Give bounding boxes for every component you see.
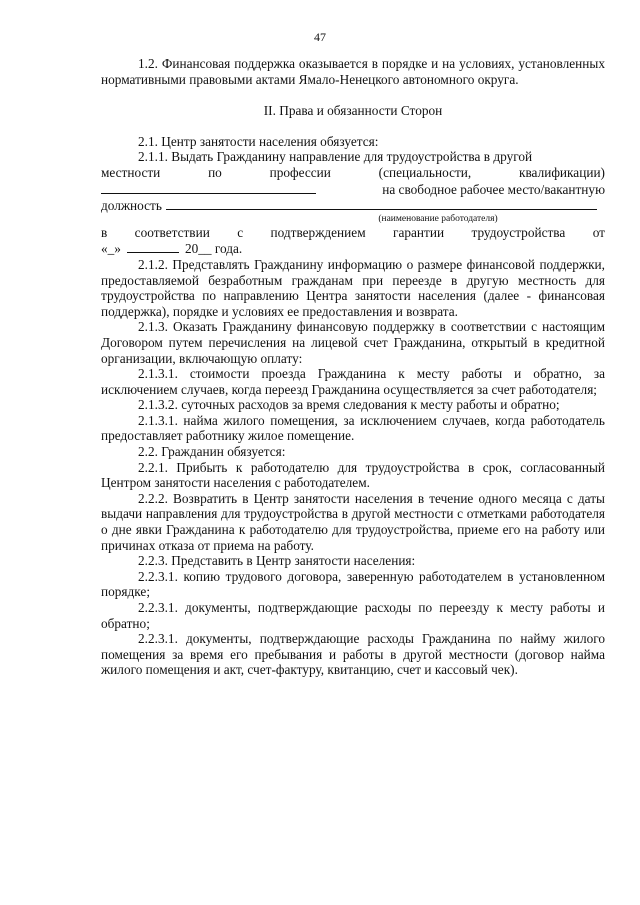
paragraph-2-1-1-line1: 2.1.1. Выдать Гражданину направление для трудоустройства в другой — [138, 149, 533, 165]
paragraph-2-1-1-line3 — [101, 181, 605, 198]
paragraph-2-1-1-line4 — [101, 197, 605, 214]
paragraph-2-1-3-1b: 2.1.3.1. найма жилого помещения, за исключением случаев, когда работодатель предоставляет работнику жилое помещение. — [101, 412, 605, 444]
word: (специальности, — [378, 164, 472, 180]
paragraph-2-1-3: 2.1.3. Оказать Гражданину финансовую поддержку в соответствии с настоящим Договором путем перечисления на лицевой счет Гражданина, открытый в кредитной организации, включающую оплату: — [101, 319, 605, 366]
word: подтверждением — [270, 224, 366, 240]
paragraph-2-2-3-1a: 2.2.3.1. копию трудового договора, заверенную работодателем в установленном порядке; — [101, 568, 605, 600]
word: соответствии — [134, 224, 210, 240]
section-heading: II. Права и обязанности Сторон — [263, 103, 443, 119]
word: трудоустройства — [471, 224, 566, 240]
employer-caption: (наименование работодателя) — [378, 213, 498, 224]
word: квалификации) — [518, 164, 605, 180]
paragraph-2-2-3-1b: 2.2.3.1. документы, подтверждающие расходы по переезду к месту работы и обратно; — [101, 600, 605, 631]
paragraph-2-1-3-1: 2.1.3.1. стоимости проезда Гражданина к месту работы и обратно, за исключением случаев, когда переезд Гражданина осуществляется за счет работодателя; — [101, 366, 605, 397]
word: местности — [101, 164, 161, 180]
document-body — [101, 56, 605, 678]
word: по — [208, 164, 222, 180]
paragraph-2-1: 2.1. Центр занятости населения обязуется: — [138, 133, 379, 149]
date-year: 20__ года. — [184, 241, 243, 257]
paragraph-2-1-1-date — [101, 240, 605, 257]
paragraph-2-2-3: 2.2.3. Представить в Центр занятости населения: — [138, 553, 416, 569]
paragraph-2-2-2: 2.2.2. Возвратить в Центр занятости населения в течение одного месяца с даты выдачи направления для трудоустройства в другой местности с отметками работодателя о дне явки Гражданина к работодателю для трудоустройства, приеме его на работу или причинах отказа от приема на работу. — [101, 490, 605, 553]
blank-line — [166, 197, 597, 210]
word: профессии — [269, 164, 331, 180]
paragraph-2-1-1-line5 — [101, 225, 605, 241]
word: гарантии — [393, 224, 445, 240]
paragraph-2-2-3-1c: 2.2.3.1. документы, подтверждающие расходы Гражданина по найму жилого помещения за время его пребывания и работы в другой местности (договор найма жилого помещения и акт, счет-фактуру, квитанцию, счет и кассовый чек). — [101, 631, 605, 678]
vacancy-text: на свободное рабочее место/вакантную — [382, 181, 605, 197]
paragraph-2-1-3-2: 2.1.3.2. суточных расходов за время следования к месту работы и обратно; — [138, 397, 560, 413]
paragraph-2-2: 2.2. Гражданин обязуется: — [138, 444, 286, 460]
date-month-blank — [127, 240, 179, 253]
paragraph-2-1-2: 2.1.2. Представлять Гражданину информацию о размере финансовой поддержки, предоставляемой безработным гражданам при переезде в другую местность для трудоустройства по направлению Центра занятости населения (далее - финансовая поддержка), порядке и условиях ее предоставления и возврата. — [101, 256, 605, 319]
page-number: 47 — [314, 30, 326, 44]
paragraph-2-2-1: 2.2.1. Прибыть к работодателю для трудоустройства в срок, согласованный Центром занятости населения с работодателем. — [101, 459, 605, 491]
position-label: должность — [101, 198, 162, 214]
word: с — [237, 224, 244, 240]
date-day: «_» — [101, 241, 121, 257]
paragraph-1-2: 1.2. Финансовая поддержка оказывается в порядке и на условиях, установленных нормативными правовыми актами Ямало-Ненецкого автономного округа. — [101, 56, 605, 87]
blank-line — [101, 181, 316, 194]
word: в — [101, 224, 108, 240]
word: от — [592, 224, 605, 240]
paragraph-2-1-1-line2 — [101, 165, 605, 181]
